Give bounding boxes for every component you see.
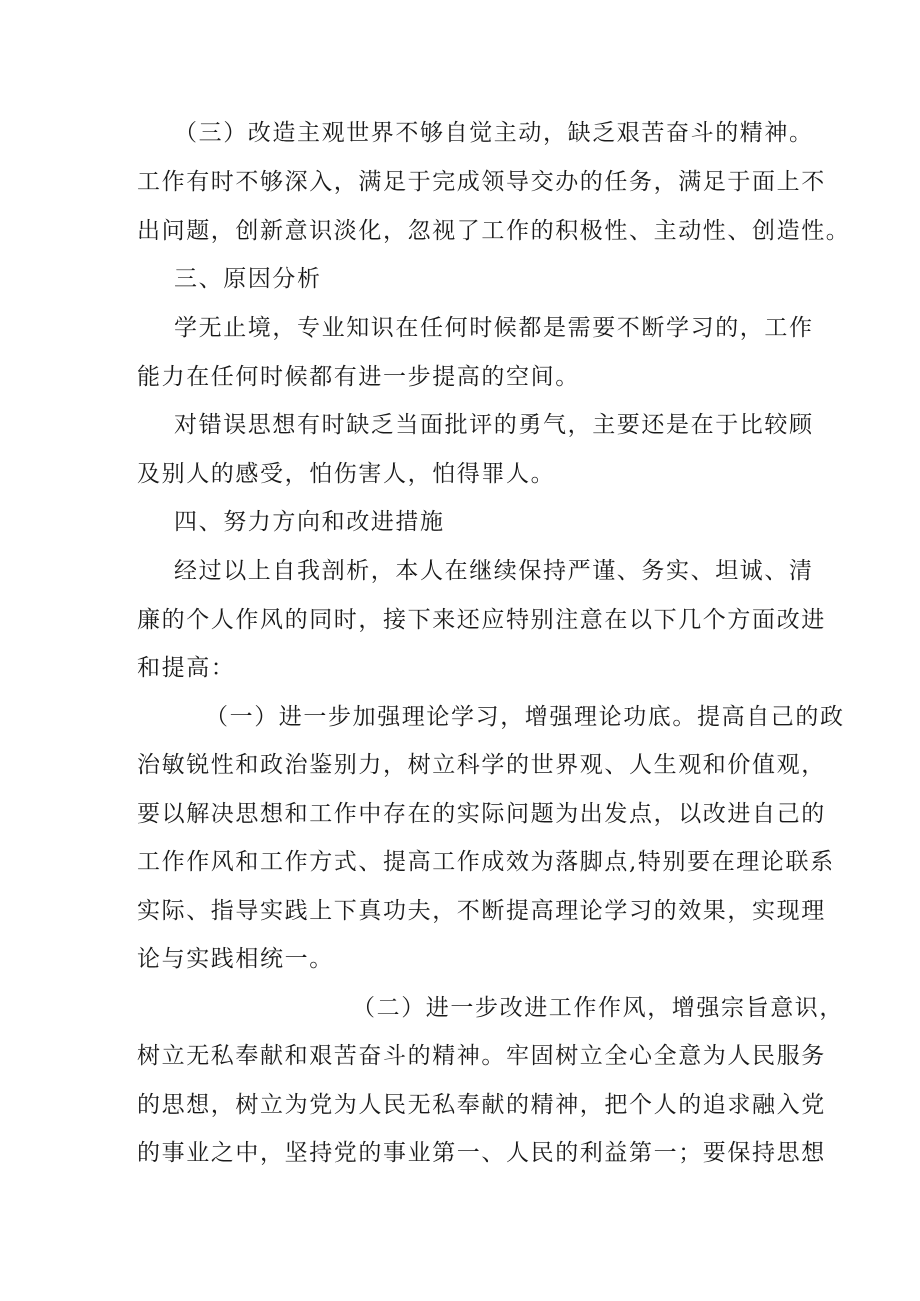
text-line: 学无止境，专业知识在任何时候都是需要不断学习的，工作 xyxy=(174,315,814,341)
text-line: 能力在任何时候都有进一步提高的空间。 xyxy=(137,364,580,390)
text-line: 和提高： xyxy=(137,655,236,681)
text-line: 实际、指导实践上下真功夫，不断提高理论学习的效果，实现理 xyxy=(137,898,826,924)
text-line: 工作有时不够深入，满足于完成领导交办的任务，满足于面上不 xyxy=(137,169,826,195)
text-line: （二）进一步改进工作作风，增强宗旨意识， xyxy=(352,995,844,1021)
text-line: 工作作风和工作方式、提高工作成效为落脚点,特别要在理论联系 xyxy=(137,849,835,875)
text-line: 经过以上自我剖析，本人在继续保持严谨、务实、坦诚、清 xyxy=(174,558,814,584)
text-line: 的思想，树立为党为人民无私奉献的精神，把个人的追求融入党 xyxy=(137,1092,826,1118)
text-line: 树立无私奉献和艰苦奋斗的精神。牢固树立全心全意为人民服务 xyxy=(137,1043,826,1069)
text-line: 出问题，创新意识淡化，忽视了工作的积极性、主动性、创造性。 xyxy=(137,218,851,244)
text-line: 要以解决思想和工作中存在的实际问题为出发点，以改进自己的 xyxy=(137,801,826,827)
section-heading: 四、努力方向和改进措施 xyxy=(174,509,445,535)
text-line: （三）改造主观世界不够自觉主动，缺乏艰苦奋斗的精神。 xyxy=(174,120,814,146)
text-line: （一）进一步加强理论学习，增强理论功底。提高自己的政 xyxy=(205,704,845,730)
section-heading: 三、原因分析 xyxy=(174,266,322,292)
text-line: 论与实践相统一。 xyxy=(137,946,334,972)
text-line: 廉的个人作风的同时，接下来还应特别注意在以下几个方面改进 xyxy=(137,607,826,633)
text-line: 的事业之中，坚持党的事业第一、人民的利益第一；要保持思想 xyxy=(137,1140,826,1166)
text-line: 对错误思想有时缺乏当面批评的勇气，主要还是在于比较顾 xyxy=(174,412,814,438)
text-line: 治敏锐性和政治鉴别力，树立科学的世界观、人生观和价值观， xyxy=(137,752,826,778)
text-line: 及别人的感受，怕伤害人，怕得罪人。 xyxy=(137,461,556,487)
